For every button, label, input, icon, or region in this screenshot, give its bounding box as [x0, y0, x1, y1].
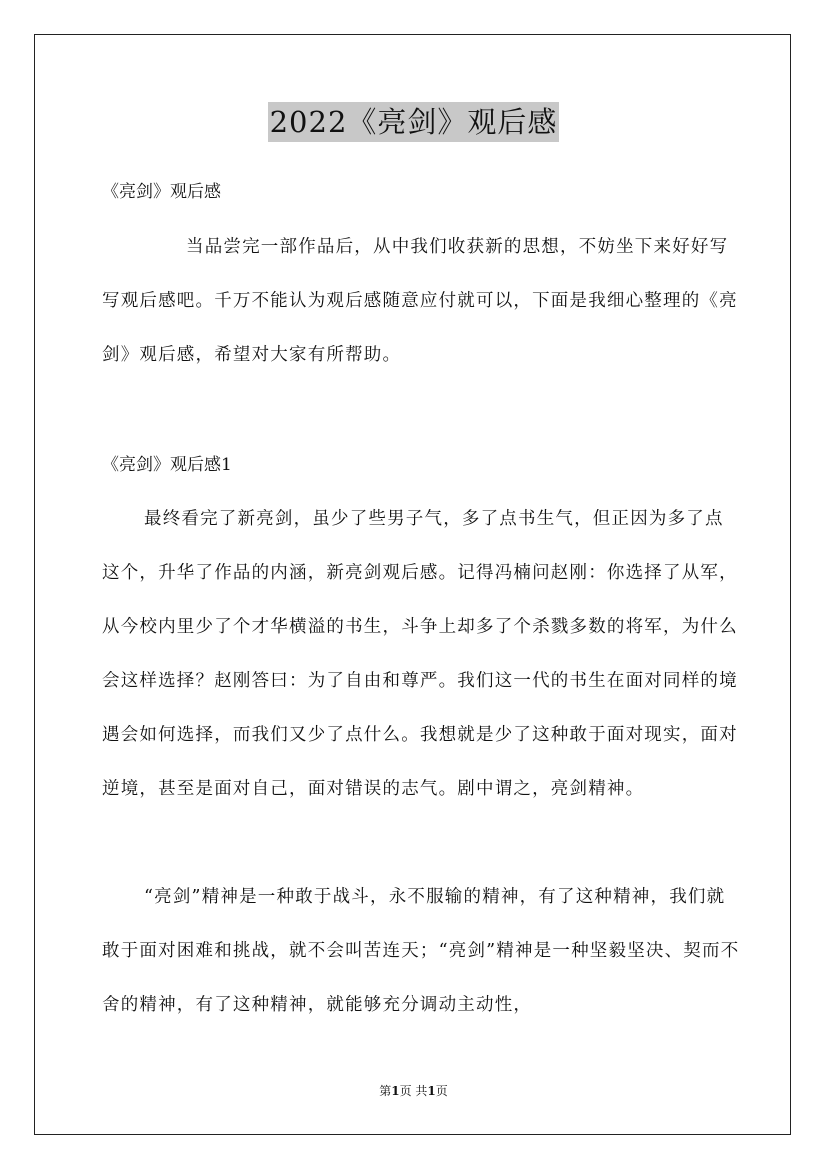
section-heading: 《亮剑》观后感1: [102, 455, 232, 475]
intro-paragraph: 当品尝完一部作品后，从中我们收获新的思想，不妨坐下来好好写写观后感吧。千万不能认为观后感随意应付就可以，下面是我细心整理的《亮剑》观后感，希望对大家有所帮助。: [102, 237, 738, 365]
footer-prefix: 第: [379, 1084, 392, 1098]
footer-suffix: 页: [435, 1084, 448, 1098]
body-paragraph-1: 最终看完了新亮剑，虽少了些男子气，多了点书生气，但正因为多了点这个，升华了作品的内涵，新亮剑观后感。记得冯楠问赵刚：你选择了从军，从今校内里少了个才华横溢的书生，斗争上却多了个杀戮多数的将军，为什么会这样选择？赵刚答曰：为了自由和尊严。我们这一代的书生在面对同样的境遇会如何选择，而我们又少了点什么。我想就是少了这种敢于面对现实，面对逆境，甚至是面对自己，面对错误的志气。剧中谓之，亮剑精神。: [102, 509, 738, 799]
footer-mid: 页 共: [399, 1084, 428, 1098]
page-footer: [0, 1083, 827, 1099]
footer-page-total: 1: [427, 1084, 436, 1098]
document-title-wrapper: [0, 102, 827, 142]
footer-page-current: 1: [391, 1084, 400, 1098]
document-title: 2022《亮剑》观后感: [268, 102, 560, 142]
body-paragraph-2: “亮剑”精神是一种敢于战斗，永不服输的精神，有了这种精神，我们就敢于面对困难和挑战，就不会叫苦连天；“亮剑”精神是一种坚毅坚决、契而不舍的精神，有了这种精神，就能够充分调动主动性，: [102, 887, 740, 1015]
document-subtitle: 《亮剑》观后感: [102, 182, 221, 202]
